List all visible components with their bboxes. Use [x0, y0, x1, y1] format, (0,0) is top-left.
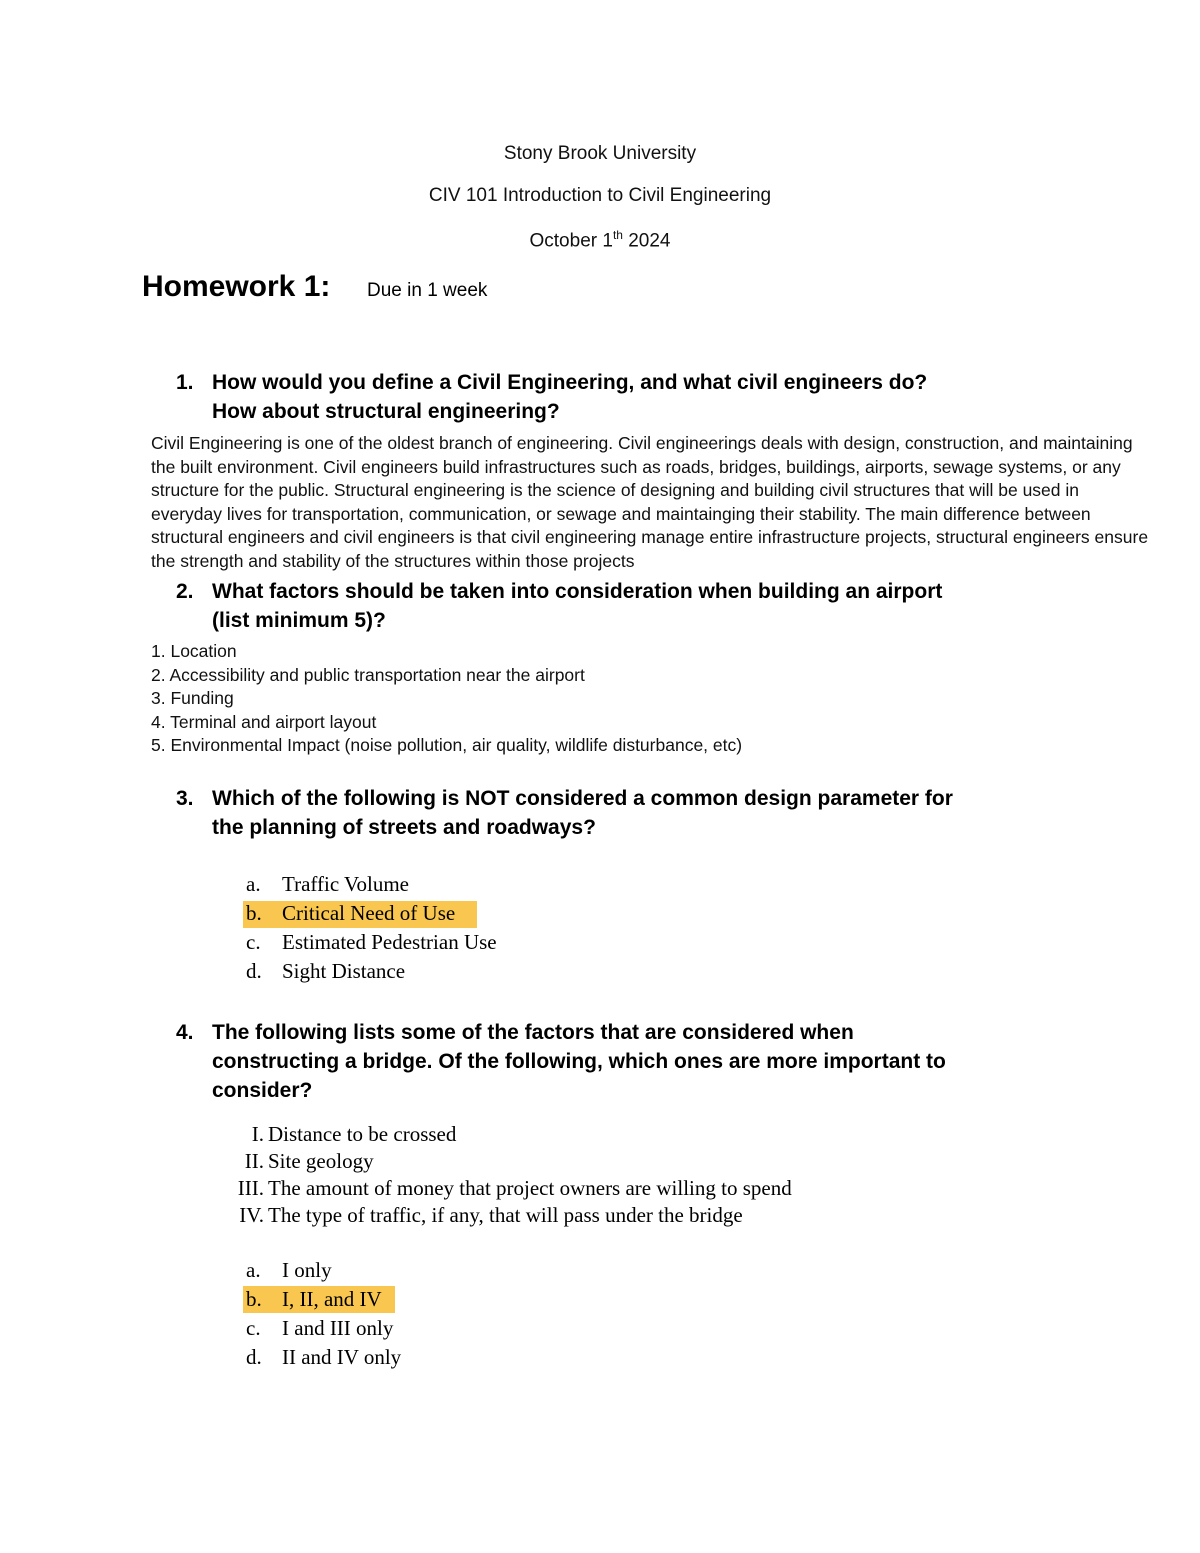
- question-text: How would you define a Civil Engineering, and what civil engineers do?: [212, 371, 928, 394]
- question-number: 1.: [176, 371, 194, 394]
- homework-title: Homework 1:: [142, 270, 331, 303]
- question-text: How about structural engineering?: [212, 400, 560, 423]
- question-text: (list minimum 5)?: [212, 609, 386, 632]
- question-text: Which of the following is NOT considered a common design parameter for: [212, 787, 953, 810]
- course-title: CIV 101 Introduction to Civil Engineering: [428, 185, 772, 206]
- question-number: 2.: [176, 580, 194, 603]
- list-item: 2. Accessibility and public transportation near the airport: [151, 664, 585, 685]
- question-text: consider?: [212, 1079, 313, 1102]
- question-number: 3.: [176, 787, 194, 810]
- date: October 1th 2024: [529, 228, 671, 252]
- university-name: Stony Brook University: [503, 143, 697, 164]
- answer-1: Civil Engineering is one of the oldest branch of engineering. Civil engineerings deals with design, construction, and maintaining the built environment. Civil engineers build infrastructures such as roads, bridges, buildings, airports, sewage systems, or any structure for the public. Structural engineering is the science of designing and building civil structures that will be used in everyday lives for transportation, communication, or sewage and maintainging their stability. The main difference between structural engineers and civil engineers is that civil engineering manage entire infrastructure projects, structural engineers ensure the strength and stability of the structures within those projects: [151, 433, 1149, 571]
- question-text: the planning of streets and roadways?: [212, 816, 596, 839]
- question-text: What factors should be taken into consideration when building an airport: [212, 580, 943, 603]
- list-item: 1. Location: [151, 641, 237, 661]
- list-item: 3. Funding: [151, 688, 234, 708]
- list-item: 4. Terminal and airport layout: [151, 711, 377, 732]
- question-text: constructing a bridge. Of the following, which ones are more important to: [212, 1050, 946, 1073]
- question-number: 4.: [176, 1021, 194, 1044]
- answer-2-list: [151, 640, 742, 758]
- homework-due: Due in 1 week: [367, 280, 488, 301]
- question-text: The following lists some of the factors that are considered when: [212, 1021, 854, 1044]
- list-item: 5. Environmental Impact (noise pollution, air quality, wildlife disturbance, etc): [151, 735, 743, 755]
